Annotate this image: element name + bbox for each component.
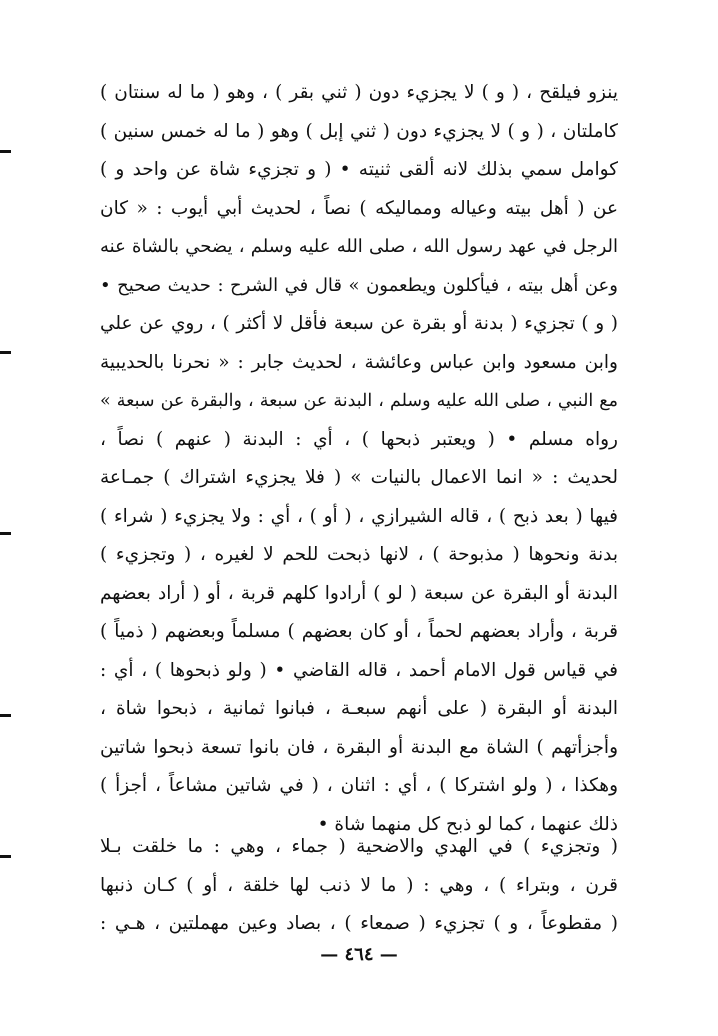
text-line: عن ( أهل بيته وعياله ومماليكه ) نصاً ، لحديث أبي أيوب : « كان — [100, 197, 618, 219]
page-edge-mark — [0, 714, 11, 717]
text-line: وهكذا ، ( ولو اشتركا ) ، أي : اثنان ، ( في شاتين مشاعاً ، أجزأ ) — [100, 775, 618, 796]
text-line: ينزو فيلقح ، ( و ) لا يجزيء دون ( ثني بقر ) ، وهو ( ما له سنتان ) — [100, 82, 618, 103]
text-line: قرن ، وبتراء ) ، وهي : ( ما لا ذنب لها خلقة ، أو ) كـان ذنبها — [100, 874, 618, 896]
text-line: بدنة ونحوها ( مذبوحة ) ، لانها ذبحت للحم لا لغيره ، ( وتجزيء ) — [100, 544, 618, 565]
text-line: وعن أهل بيته ، فيأكلون ويطعمون » قال في الشرح : حديث صحيح • — [100, 274, 618, 296]
text-line: قربة ، وأراد بعضهم لحماً ، أو كان بعضهم ) مسلماً وبعضهم ( ذمياً ) — [100, 621, 618, 642]
text-line: في قياس قول الامام أحمد ، قاله القاضي • ( ولو ذبحوها ) ، أي : — [100, 659, 618, 681]
page-edge-mark — [0, 855, 11, 858]
text-line: لحديث : « انما الاعمال بالنيات » ( فلا يجزيء اشتراك ) جمـاعة — [100, 467, 618, 488]
page-edge-mark — [0, 532, 11, 535]
page-edge-mark — [0, 351, 11, 354]
text-line: وأجزأتهم ) الشاة مع البدنة أو البقرة ، فان بانوا تسعة ذبحوا شاتين — [100, 736, 618, 758]
text-line: البدنة أو البقرة عن سبعة ( لو ) أرادوا كلهم قربة ، أو ( أراد بعضهم — [100, 582, 618, 604]
text-line: ذلك عنهما ، كما لو ذبح كل منهما شاة • — [317, 813, 618, 835]
text-line: مع النبي ، صلى الله عليه وسلم ، البدنة عن سبعة ، والبقرة عن سبعة » — [100, 391, 618, 411]
text-line: الرجل في عهد رسول الله ، صلى الله عليه وسلم ، يضحي بالشاة عنه — [100, 236, 618, 257]
text-line: ( وتجزيء ) في الهدي والاضحية ( جماء ، وهي : ما خلقت بـلا — [100, 836, 618, 857]
text-line: البدنة أو البقرة ( على أنهم سبعـة ، فبانوا ثمانية ، ذبحوا شاة ، — [100, 698, 618, 719]
text-line: رواه مسلم • ( ويعتبر ذبحها ) ، أي : البدنة ( عنهم ) نصاً ، — [100, 428, 618, 450]
text-line: ( مقطوعاً ، و ) تجزيء ( صمعاء ) ، بصاد وعين مهملتين ، هـي : — [100, 913, 618, 934]
text-line: وابن مسعود وابن عباس وعائشة ، لحديث جابر : « نحرنا بالحديبية — [100, 351, 618, 373]
text-line: كاملتان ، ( و ) لا يجزيء دون ( ثني إبل ) وهو ( ما له خمس سنين ) — [100, 120, 618, 142]
page-edge-mark — [0, 150, 11, 153]
text-line: كوامل سمي بذلك لانه ألقى ثنيته • ( و تجزيء شاة عن واحد و ) — [100, 159, 618, 180]
page-number: — ٤٦٤ — — [320, 944, 398, 965]
main-paragraph — [100, 74, 618, 844]
second-paragraph — [100, 828, 618, 944]
text-line: فيها ( بعد ذبح ) ، قاله الشيرازي ، ( أو ) ، أي : ولا يجزيء ( شراء ) — [100, 505, 618, 527]
text-line: ( و ) تجزيء ( بدنة أو بقرة عن سبعة فأقل لا أكثر ) ، روي عن علي — [100, 313, 618, 334]
